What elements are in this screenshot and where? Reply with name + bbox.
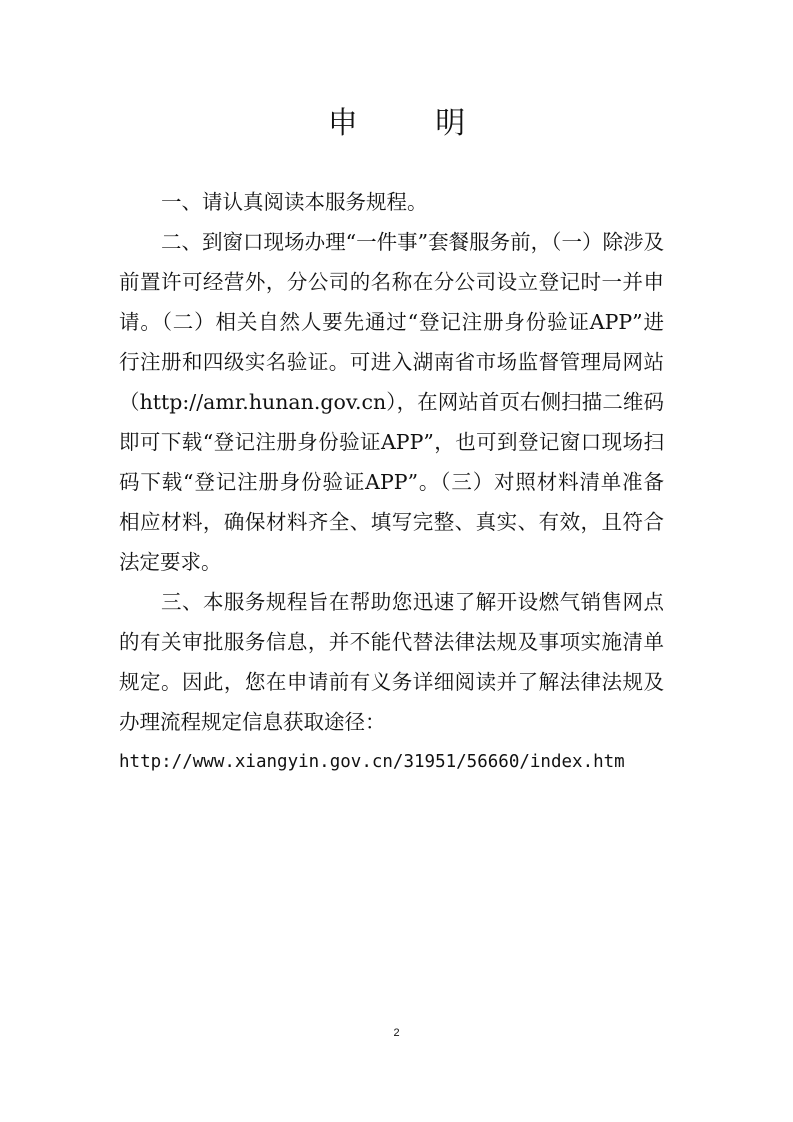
document-body (119, 182, 664, 782)
paragraph-2: 二、到窗口现场办理“一件事”套餐服务前，（一）除涉及前置许可经营外，分公司的名称在分公司设立登记时一并申请。（二）相关自然人要先通过“登记注册身份验证APP”进行注册和四级实名验证。可进入湖南省市场监督管理局网站（http://amr.hunan.gov.cn），在网站首页右侧扫描二维码即可下载“登记注册身份验证APP”，也可到登记窗口现场扫码下载“登记注册身份验证APP”。（三）对照材料清单准备相应材料，确保材料齐全、填写完整、真实、有效，且符合法定要求。 (119, 230, 664, 574)
info-url: http://www.xiangyin.gov.cn/31951/56660/index.htm (119, 752, 625, 772)
page-title: 申 明 (327, 106, 500, 141)
page-number: 2 (393, 1027, 400, 1039)
paragraph-3: 三、本服务规程旨在帮助您迅速了解开设燃气销售网点的有关审批服务信息，并不能代替法律法规及事项实施清单规定。因此，您在申请前有义务详细阅读并了解法律法规及办理流程规定信息获取途径： (119, 590, 664, 734)
paragraph-1: 一、请认真阅读本服务规程。 (161, 190, 428, 214)
